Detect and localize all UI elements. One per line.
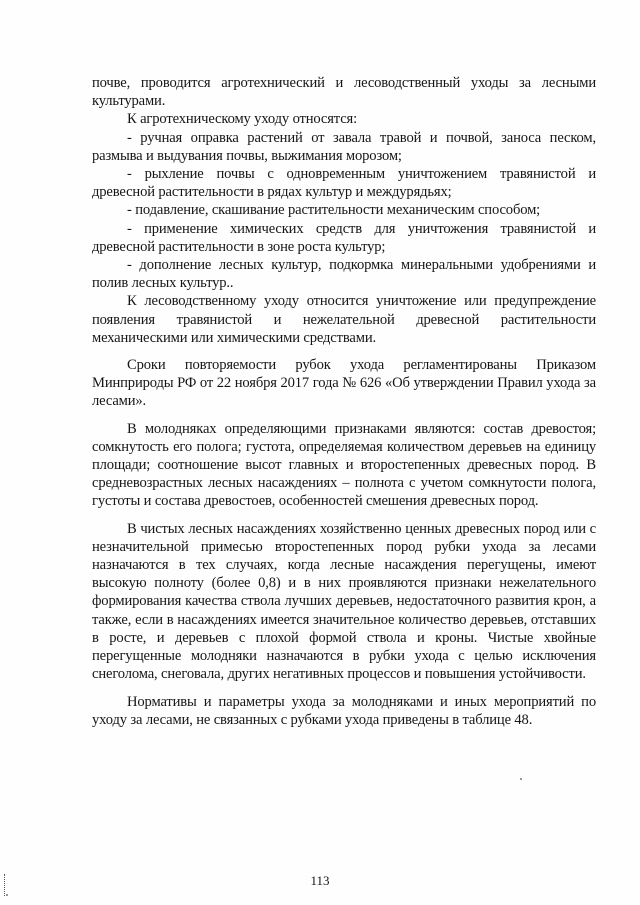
scan-speck	[520, 778, 522, 780]
list-item-mowing: - подавление, скашивание растительности механическим способом;	[127, 202, 541, 219]
paragraph-silvicultural-care: К лесоводственному уходу относится уничтожение или предупреждение появления травянистой и нежелательной древесной растительности механическими или химическими средствами.	[92, 293, 596, 346]
list-item-manual-straightening: - ручная оправка растений от завала травой и почвой, заноса песком, размыва и выдувания почвы, выжимания морозом;	[92, 129, 596, 164]
scan-edge-mark	[4, 874, 8, 896]
paragraph-continuation: почве, проводится агротехнический и лесоводственный уходы за лесными культурами.	[92, 75, 596, 110]
page-number: 113	[310, 873, 330, 888]
spacer	[92, 347, 596, 356]
document-body	[92, 74, 596, 729]
paragraph-thinning-periodicity: Сроки повторяемости рубок ухода регламентированы Приказом Минприроды РФ от 22 ноября 2017 года № 626 «Об утверждении Правил ухода за лесами».	[92, 357, 596, 410]
paragraph-norms-reference: Нормативы и параметры ухода за молодняками и иных мероприятий по уходу за лесами, не связанных с рубками ухода приведены в таблице 48.	[92, 693, 596, 728]
paragraph-agrotech-intro: К агротехническому уходу относятся:	[127, 111, 358, 128]
list-item-soil-loosening: - рыхление почвы с одновременным уничтожением травянистой и древесной растительности в рядах культур и междурядьях;	[92, 166, 596, 201]
paragraph-young-stands: В молодняках определяющими признаками являются: состав древостоя; сомкнутость его полога; густота, определяемая количеством деревьев на единицу площади; соотношение высот главных и второстепенных древесных пород. В средневозрастных лесных насаждениях – полнота с учетом сомкнутости полога, густоты и состава древостоев, особенностей смешения древесных пород.	[92, 420, 596, 510]
paragraph-pure-stands: В чистых лесных насаждениях хозяйственно ценных древесных пород или с незначительной примесью второстепенных пород рубки ухода за лесами назначаются в тех случаях, когда лесные насаждения перегущены, имеют высокую полноту (более 0,8) и в них проявляются признаки нежелательного формирования качества ствола лучших деревьев, недостаточного развития крон, а также, если в насаждениях имеется значительное количество деревьев, отставших в росте, и деревьев с плохой формой ствола и кроны. Чистые хвойные перегущенные молодняки назначаются в рубки ухода с целью исключения снеголома, снеговала, других негативных процессов и повышения устойчивости.	[92, 520, 596, 683]
spacer	[92, 511, 596, 520]
spacer	[92, 411, 596, 420]
spacer	[92, 684, 596, 693]
list-item-chemicals: - применение химических средств для уничтожения травянистой и древесной растительности в зоне роста культур;	[92, 220, 596, 255]
list-item-supplementing: - дополнение лесных культур, подкормка минеральными удобрениями и полив лесных культур..	[92, 257, 596, 292]
scan-speck	[6, 894, 8, 896]
